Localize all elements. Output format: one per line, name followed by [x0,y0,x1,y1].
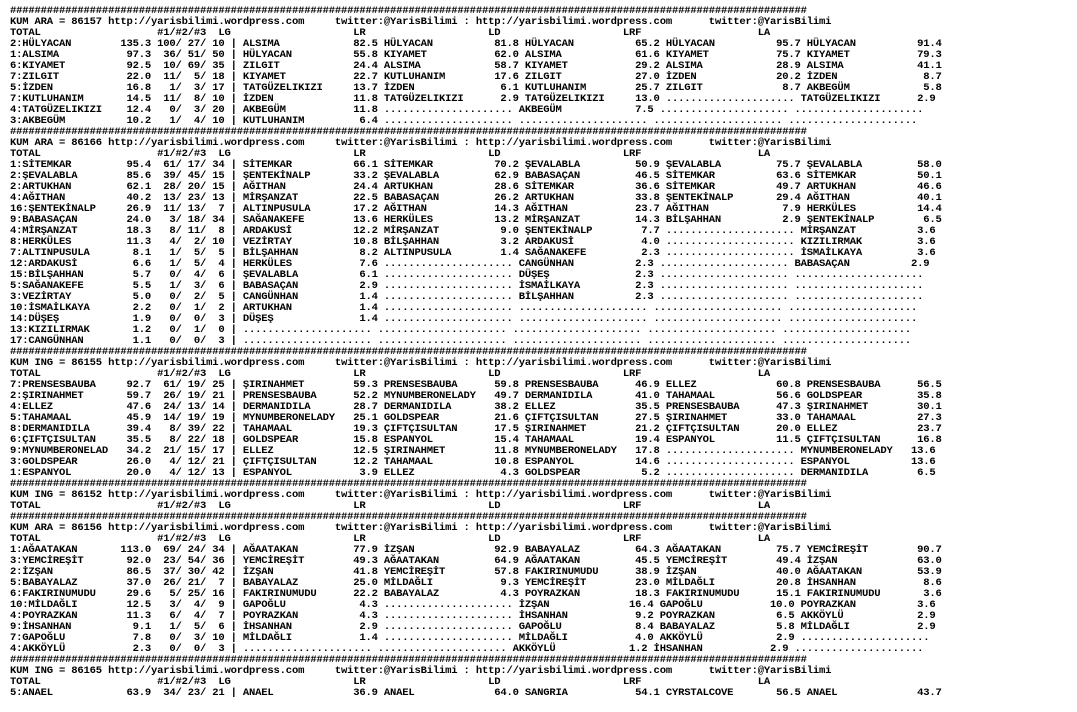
horse-row: 14:DÜŞEŞ 1.9 0/ 0/ 3 | DÜŞEŞ 1.4 ..................... ..................... ..................... ..................... [10,313,918,325]
horse-row: 8:DERMANIDILA 39.4 8/ 39/ 22 | TAHAMAAL 19.3 ÇIFTÇISULTAN 17.5 ŞIRINAHMET 21.2 ÇIFTÇISULTAN 20.0 ELLEZ 23.7 [10,423,942,435]
column-header: TOTAL #1/#2/#3 LG LR LD LRF LA [10,27,771,39]
column-header: TOTAL #1/#2/#3 LG LR LD LRF LA [10,368,771,380]
horse-row: 2:ŞIRINAHMET 59.7 26/ 19/ 21 | PRENSESBAUBA 52.2 MYNUMBERONELADY 49.7 DERMANIDILA 41.0 TAHAMAAL 56.6 GOLDSPEAR 35.8 [10,390,942,402]
race-header: KUM ING = 86165 http://yarisbilimi.wordpress.com twitter:@YarisBilimi : http://yarisbilimi.wordpress.com twitter:@YarisBilimi [10,665,832,677]
horse-row: 7:KUTLUHANIM 14.5 11/ 8/ 10 | İZDEN 11.8 TATGÜZELIKIZI 2.9 TATGÜZELIKIZI 13.0 ..................... TATGÜZELIKIZI 2.9 [10,93,936,105]
horse-row: 9:BABASAÇAN 24.0 3/ 18/ 34 | SAĞANAKEFE 13.6 HERKÜLES 13.2 MİRŞANZAT 14.3 BİLŞAHHAN 2.9 ŞENTEKİNALP 6.5 [10,214,942,226]
horse-row: 10:MİLDAĞLI 12.5 3/ 4/ 9 | GAPOĞLU 4.3 ..................... İZŞAN 16.4 GAPOĞLU 10.0 POYRAZKAN 3.6 [10,599,936,611]
horse-row: 7:GAPOĞLU 7.8 0/ 3/ 10 | MİLDAĞLI 1.4 ..................... MİLDAĞLI 4.0 AKKÖYLÜ 2.9 ..................... [10,632,930,644]
horse-row: 9:İHSANHAN 9.1 1/ 5/ 6 | İHSANHAN 2.9 ..................... GAPOĞLU 8.4 BABAYALAZ 5.8 MİLDAĞLI 2.9 [10,621,936,633]
race-header: KUM ING = 86152 http://yarisbilimi.wordpress.com twitter:@YarisBilimi : http://yarisbilimi.wordpress.com twitter:@YarisBilimi [10,489,832,501]
separator-line: ################################################################################################################################## [10,654,807,666]
separator-line: ################################################################################################################################## [10,5,807,17]
separator-line: ################################################################################################################################## [10,478,807,490]
horse-row: 1:ESPANYOL 20.0 4/ 12/ 13 | ESPANYOL 3.9 ELLEZ 4.3 GOLDSPEAR 5.2 ..................... DERMANIDILA 6.5 [10,467,936,479]
horse-row: 1:ALSIMA 97.3 36/ 51/ 50 | HÜLYACAN 55.8 KIYAMET 62.0 ALSIMA 61.6 KIYAMET 75.7 KIYAMET 79.3 [10,49,942,61]
horse-row: 4:MİRŞANZAT 18.3 8/ 11/ 8 | ARDAKUSİ 12.2 MİRŞANZAT 9.0 ŞENTEKİNALP 7.7 ..................... MİRŞANZAT 3.6 [10,225,936,237]
horse-row: 5:ANAEL 63.9 34/ 23/ 21 | ANAEL 36.9 ANAEL 64.0 SANGRIA 54.1 CYRSTALCOVE 56.5 ANAEL 43.7 [10,687,942,699]
horse-row: 9:MYNUMBERONELAD 34.2 21/ 15/ 17 | ELLEZ 12.5 ŞIRINAHMET 11.8 MYNUMBERONELADY 17.8 ..................... MYNUMBERONELADY 13.6 [10,445,936,457]
race-header: KUM ARA = 86156 http://yarisbilimi.wordpress.com twitter:@YarisBilimi : http://yarisbilimi.wordpress.com twitter:@YarisBilimi [10,522,832,534]
horse-row: 3:AKBEGÜM 10.2 1/ 4/ 10 | KUTLUHANIM 6.4 ..................... ..................... ..................... ..................... [10,115,918,127]
horse-row: 2:ŞEVALABLA 85.6 39/ 45/ 15 | ŞENTEKİNALP 33.2 ŞEVALABLA 62.9 BABASAÇAN 46.5 SİTEMKAR 63.6 SİTEMKAR 50.1 [10,170,942,182]
column-header: TOTAL #1/#2/#3 LG LR LD LRF LA [10,676,771,688]
column-header: TOTAL #1/#2/#3 LG LR LD LRF LA [10,533,771,545]
column-header: TOTAL #1/#2/#3 LG LR LD LRF LA [10,500,771,512]
horse-row: 15:BİLŞAHHAN 5.7 0/ 4/ 6 | ŞEVALABLA 6.1 ..................... DÜŞEŞ 2.3 ..................... ..................... [10,269,924,281]
separator-line: ################################################################################################################################## [10,126,807,138]
horse-row: 17:CANGÜNHAN 1.1 0/ 0/ 3 | ..................... ..................... ..................... ..................... ..................... [10,335,911,347]
horse-row: 4:AĞITHAN 40.2 13/ 23/ 13 | MİRŞANZAT 22.5 BABASAÇAN 26.2 ARTUKHAN 33.8 ŞENTEKİNALP 29.4 AĞITHAN 40.1 [10,192,942,204]
horse-row: 1:SİTEMKAR 95.4 61/ 17/ 34 | SİTEMKAR 66.1 SİTEMKAR 70.2 ŞEVALABLA 50.9 ŞEVALABLA 75.7 ŞEVALABLA 58.0 [10,159,942,171]
horse-row: 2:ARTUKHAN 62.1 28/ 20/ 15 | AĞITHAN 24.4 ARTUKHAN 28.6 SİTEMKAR 36.6 SİTEMKAR 49.7 ARTUKHAN 46.6 [10,181,942,193]
horse-row: 5:TAHAMAAL 45.9 14/ 19/ 19 | MYNUMBERONELADY 25.1 GOLDSPEAR 21.6 ÇIFTÇISULTAN 27.5 ŞIRINAHMET 33.0 TAHAMAAL 27.3 [10,412,942,424]
horse-row: 2:İZŞAN 86.5 37/ 30/ 42 | İZŞAN 41.8 YEMCİREŞİT 57.8 FAKIRINUMUDU 38.9 İZŞAN 40.0 AĞAATAKAN 53.9 [10,566,942,578]
horse-row: 2:HÜLYACAN 135.3 100/ 27/ 10 | ALSIMA 82.5 HÜLYACAN 81.8 HÜLYACAN 65.2 HÜLYACAN 95.7 HÜLYACAN 91.4 [10,38,942,50]
horse-row: 3:GOLDSPEAR 26.0 4/ 12/ 21 | ÇIFTÇISULTAN 12.2 TAHAMAAL 10.8 ESPANYOL 14.6 ..................... ESPANYOL 13.6 [10,456,936,468]
horse-row: 13:KIZILIRMAK 1.2 0/ 1/ 0 | ..................... ..................... ..................... ..................... ..................... [10,324,911,336]
column-header: TOTAL #1/#2/#3 LG LR LD LRF LA [10,148,771,160]
horse-row: 6:FAKIRINUMUDU 29.6 5/ 25/ 16 | FAKIRINUMUDU 22.2 BABAYALAZ 4.3 POYRAZKAN 18.3 FAKIRINUMUDU 15.1 FAKIRINUMUDU 3.6 [10,588,942,600]
horse-row: 5:İZDEN 16.8 1/ 3/ 17 | TATGÜZELIKIZI 13.7 İZDEN 6.1 KUTLUHANIM 25.7 ZILGIT 8.7 AKBEGÜM 5.8 [10,82,942,94]
horse-row: 8:HERKÜLES 11.3 4/ 2/ 10 | VEZİRTAY 10.8 BİLŞAHHAN 3.2 ARDAKUSİ 4.0 ..................... KIZILIRMAK 3.6 [10,236,936,248]
separator-line: ################################################################################################################################## [10,346,807,358]
horse-row: 10:İSMAİLKAYA 2.2 0/ 1/ 2 | ARTUKHAN 1.4 ..................... ..................... ..................... ..................... [10,302,918,314]
horse-row: 5:BABAYALAZ 37.0 26/ 21/ 7 | BABAYALAZ 25.0 MİLDAĞLI 9.3 YEMCİREŞİT 23.0 MİLDAĞLI 20.8 İHSANHAN 8.6 [10,577,942,589]
horse-row: 7:ALTINPUSULA 8.1 1/ 5/ 5 | BİLŞAHHAN 8.2 ALTINPUSULA 1.4 SAĞANAKEFE 2.3 ..................... İSMAİLKAYA 3.6 [10,247,936,259]
horse-row: 16:ŞENTEKİNALP 26.9 11/ 13/ 7 | ALTINPUSULA 17.2 AĞITHAN 14.3 AĞITHAN 23.7 AĞITHAN 7.9 HERKÜLES 14.4 [10,203,942,215]
separator-line: ################################################################################################################################## [10,511,807,523]
horse-row: 7:PRENSESBAUBA 92.7 61/ 19/ 25 | ŞIRINAHMET 59.3 PRENSESBAUBA 59.8 PRENSESBAUBA 46.9 ELLEZ 60.8 PRENSESBAUBA 56.5 [10,379,942,391]
horse-row: 3:YEMCİREŞİT 92.0 23/ 54/ 36 | YEMCİREŞİT 49.3 AĞAATAKAN 64.9 AĞAATAKAN 45.5 YEMCİREŞİT 49.4 İZŞAN 63.0 [10,555,942,567]
horse-row: 4:ELLEZ 47.6 24/ 13/ 14 | DERMANIDILA 28.7 DERMANIDILA 38.2 ELLEZ 35.5 PRENSESBAUBA 47.3 ŞIRINAHMET 30.1 [10,401,942,413]
horse-row: 4:POYRAZKAN 11.3 6/ 4/ 7 | POYRAZKAN 4.3 ..................... İHSANHAN 9.2 POYRAZKAN 6.5 AKKÖYLÜ 2.9 [10,610,936,622]
horse-row: 5:SAĞANAKEFE 5.5 1/ 3/ 6 | BABASAÇAN 2.9 ..................... İSMAİLKAYA 2.3 ..................... ..................... [10,280,924,292]
horse-row: 6:KIYAMET 92.5 10/ 69/ 35 | ZILGIT 24.4 ALSIMA 58.7 KIYAMET 29.2 ALSIMA 28.9 ALSIMA 41.1 [10,60,942,72]
horse-row: 1:AĞAATAKAN 113.0 69/ 24/ 34 | AĞAATAKAN 77.9 İZŞAN 92.9 BABAYALAZ 64.3 AĞAATAKAN 75.7 YEMCİREŞİT 90.7 [10,544,942,556]
horse-row: 12:ARDAKUSİ 6.6 1/ 5/ 4 | HERKÜLES 7.6 ..................... CANGÜNHAN 2.3 ..................... BABASAÇAN 2.9 [10,258,930,270]
race-header: KUM ARA = 86157 http://yarisbilimi.wordpress.com twitter:@YarisBilimi : http://yarisbilimi.wordpress.com twitter:@YarisBilimi [10,16,832,28]
horse-row: 3:VEZİRTAY 5.0 0/ 2/ 5 | CANGÜNHAN 1.4 ..................... BİLŞAHHAN 2.3 ..................... ..................... [10,291,924,303]
horse-row: 6:ÇIFTÇISULTAN 35.5 8/ 22/ 18 | GOLDSPEAR 15.8 ESPANYOL 15.4 TAHAMAAL 19.4 ESPANYOL 11.5 ÇIFTÇISULTAN 16.8 [10,434,942,446]
horse-row: 4:AKKÖYLÜ 2.3 0/ 0/ 3 | ..................... ..................... AKKÖYLÜ 1.2 İHSANHAN 2.9 ..................... [10,643,924,655]
race-header: KUM ARA = 86166 http://yarisbilimi.wordpress.com twitter:@YarisBilimi : http://yarisbilimi.wordpress.com twitter:@YarisBilimi [10,137,832,149]
horse-row: 4:TATGÜZELIKIZI 12.4 0/ 3/ 20 | AKBEGÜM 11.8 ..................... AKBEGÜM 7.5 ..................... ..................... [10,104,924,116]
horse-row: 7:ZILGIT 22.0 11/ 5/ 18 | KIYAMET 22.7 KUTLUHANIM 17.6 ZILGIT 27.0 İZDEN 20.2 İZDEN 8.7 [10,71,942,83]
race-header: KUM ING = 86155 http://yarisbilimi.wordpress.com twitter:@YarisBilimi : http://yarisbilimi.wordpress.com twitter:@YarisBilimi [10,357,832,369]
